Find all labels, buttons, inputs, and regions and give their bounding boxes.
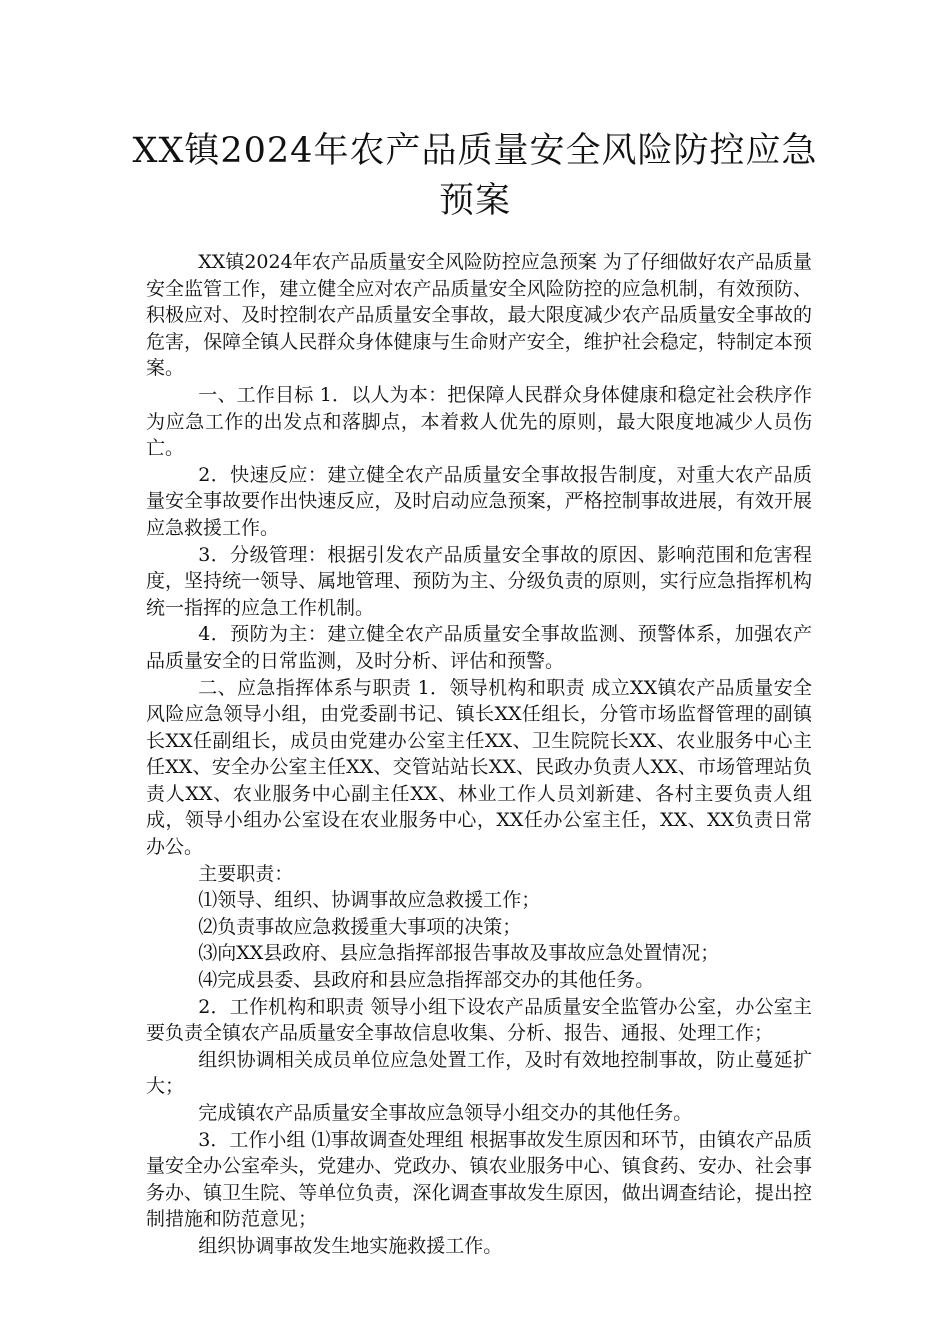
duty-item: ⑵负责事故应急救援重大事项的决策；	[198, 915, 522, 938]
goal-rapid-response: 2．快速反应：建立健全农产品质量安全事故报告制度，对重大农产品质量安全事故要作出快速反应，及时启动应急预案，严格控制事故进展，有效开展应急救援工作。	[146, 463, 812, 539]
document-title	[120, 126, 830, 226]
section-2-command-system: 二、应急指挥体系与职责 1．领导机构和职责 成立XX镇农产品质量安全风险应急领导小组，由党委副书记、镇长XX任组长，分管市场监督管理的副镇长XX任副组长，成员由党建办公室主任XX、卫生院院长XX、农业服务中心主任XX、安全办公室主任XX、交管站站长XX、民政办负责人XX、市场管理站负责人XX、农业服务中心副主任XX、林业工作人员刘新建、各村主要负责人组成，领导小组办公室设在农业服务中心，XX任办公室主任，XX、XX负责日常办公。	[146, 676, 812, 859]
document-body	[146, 249, 812, 1260]
duty-item: ⑶向XX县政府、县应急指挥部报告事故及事故应急处置情况；	[198, 942, 720, 965]
intro-paragraph: XX镇2024年农产品质量安全风险防控应急预案 为了仔细做好农产品质量安全监管工作，建立健全应对农产品质量安全风险防控的应急机制，有效预防、积极应对、及时控制农产品质量安全事故，最大限度减少农产品质量安全事故的危害，保障全镇人民群众身体健康与生命财产安全，维护社会稳定，特制定本预案。	[146, 251, 812, 380]
working-body-paragraph: 2．工作机构和职责 领导小组下设农产品质量安全监管办公室，办公室主要负责全镇农产品质量安全事故信息收集、分析、报告、通报、处理工作；	[146, 995, 812, 1045]
section-1-goal-people-first: 一、工作目标 1．以人为本：把保障人民群众身体健康和稳定社会秩序作为应急工作的出发点和落脚点，本着救人优先的原则，最大限度地减少人员伤亡。	[146, 383, 812, 460]
duty-item: ⑴领导、组织、协调事故应急救援工作；	[198, 889, 541, 912]
working-body-paragraph: 完成镇农产品质量安全事故应急领导小组交办的其他任务。	[198, 1102, 693, 1124]
document-title-line-1: XX镇2024年农产品质量安全风险防控应急	[132, 131, 818, 171]
main-duties-heading: 主要职责：	[198, 862, 294, 885]
document-title-line-2: 预案	[438, 181, 511, 221]
working-groups-paragraph: 组织协调事故发生地实施救援工作。	[198, 1234, 503, 1257]
working-groups-paragraph: 3．工作小组 ⑴事故调查处理组 根据事故发生原因和环节，由镇农产品质量安全办公室牵头，党建办、党政办、镇农业服务中心、镇食药、安办、社会事务办、镇卫生院、等单位负责，深化调查事故发生原因，做出调查结论，提出控制措施和防范意见；	[146, 1128, 812, 1231]
duty-item: ⑷完成县委、县政府和县应急指挥部交办的其他任务。	[198, 969, 655, 992]
goal-prevention-first: 4．预防为主：建立健全农产品质量安全事故监测、预警体系，加强农产品质量安全的日常监测，及时分析、评估和预警。	[146, 623, 812, 672]
working-body-paragraph: 组织协调相关成员单位应急处置工作，及时有效地控制事故，防止蔓延扩大；	[146, 1048, 812, 1098]
goal-graded-management: 3．分级管理：根据引发农产品质量安全事故的原因、影响范围和危害程度，坚持统一领导、属地管理、预防为主、分级负责的原则，实行应急指挥机构统一指挥的应急工作机制。	[146, 543, 812, 619]
